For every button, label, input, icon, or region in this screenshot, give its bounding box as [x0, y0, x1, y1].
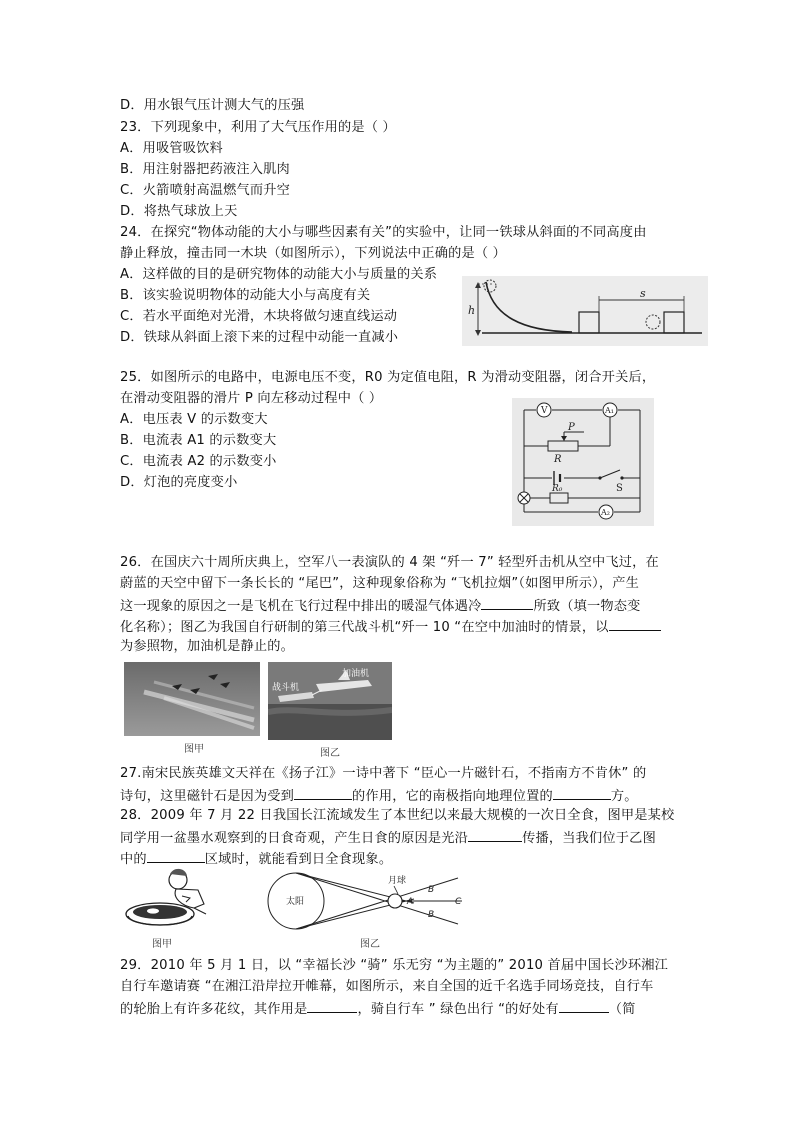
q26-line4 — [120, 616, 661, 638]
q25-voltmeter-label: V — [541, 406, 548, 416]
q28-blank-2[interactable] — [147, 848, 205, 863]
q28-line2-text-b: 传播，当我们位于乙图 — [522, 831, 656, 846]
q28-sun-label: 太阳 — [286, 897, 305, 907]
q28-line1: 28．2009 年 7 月 22 日我国长江流域发生了本世纪以来最大规模的一次日全食，图甲是某校 — [120, 808, 675, 823]
q28-line2 — [120, 827, 656, 849]
q27-line1: 27.南宋民族英雄文天祥在《扬子江》一诗中著下 “臣心一片磁针石，不指南方不肯休” 的 — [120, 766, 647, 781]
q27-line2 — [120, 785, 638, 807]
q26-photo-label-right: 加油机 — [342, 669, 370, 679]
q25-stem-line1: 25．如图所示的电路中，电源电压不变，R0 为定值电阻，R 为滑动变阻器，闭合开关后， — [120, 370, 656, 385]
q27-line2-text-b: 的作用，它的南极指向地理位置的 — [352, 789, 553, 804]
q28-region-c-label: C — [455, 897, 462, 907]
q26-line3-text-a: 这一现象的原因之一是飞机在飞行过程中排出的暖湿气体遇冷 — [120, 599, 482, 614]
q26-caption-yi: 图乙 — [320, 748, 340, 759]
q28-blank-1[interactable] — [468, 827, 522, 842]
q25-stem-line2: 在滑动变阻器的滑片 P 向左移动过程中（ ） — [120, 391, 383, 406]
q24-option-c: C．若水平面绝对光滑，木块将做匀速直线运动 — [120, 309, 398, 324]
q24-ramp-figure — [462, 276, 708, 346]
q28-caption-yi: 图乙 — [360, 939, 380, 950]
q24-stem-line2: 静止释放，撞击同一木块（如图所示），下列说法中正确的是（ ） — [120, 246, 507, 261]
q23-option-d: D．将热气球放上天 — [120, 204, 238, 219]
q25-slider-p-label: P — [568, 422, 575, 433]
q28-figure-jia — [120, 868, 212, 934]
q26-line2: 蔚蓝的天空中留下一条长长的 “尾巴”，这种现象俗称为 “飞机拉烟”（如图甲所示），产生 — [120, 576, 640, 591]
q28-region-a-label: A — [407, 897, 414, 907]
q28-line3-text-b: 区域时，就能看到日全食现象。 — [204, 852, 393, 867]
q27-line2-text-a: 诗句，这里磁针石是因为受到 — [120, 789, 295, 804]
q24-option-d: D．铁球从斜面上滚下来的过程中动能一直减小 — [120, 330, 399, 345]
q28-moon-label: 月球 — [388, 876, 407, 886]
q28-line3-text-a: 中的 — [120, 852, 147, 867]
q26-photo-label-left: 战斗机 — [272, 683, 300, 693]
q25-option-a: A．电压表 V 的示数变大 — [120, 412, 268, 427]
q26-line4-text-a: 化名称）；图乙为我国自行研制的第三代战斗机“歼一 10 “在空中加油时的情景，以 — [120, 620, 609, 635]
q29-line2: 自行车邀请赛 “在湘江沿岸拉开帷幕，如图所示，来自全国的近千名选手同场竞技，自行车 — [120, 979, 654, 994]
q24-stem-line1: 24．在探究“物体动能的大小与哪些因素有关”的实验中，让同一铁球从斜面的不同高度由 — [120, 225, 647, 240]
q25-rheostat-r-label: R — [554, 454, 562, 465]
q25-ammeter-a2-label: A₂ — [601, 508, 610, 517]
q24-option-b: B．该实验说明物体的动能大小与高度有关 — [120, 288, 371, 303]
q26-caption-jia: 图甲 — [184, 744, 204, 755]
q27-blank-1[interactable] — [294, 785, 352, 800]
q25-option-b: B．电流表 A1 的示数变大 — [120, 433, 277, 448]
q29-line3-text-b: ，骑自行车 ” 绿色出行 “的好处有 — [357, 1002, 559, 1017]
q23-option-a: A．用吸管吸饮料 — [120, 141, 223, 156]
q29-line3-text-a: 的轮胎上有许多花纹，其作用是 — [120, 1002, 308, 1017]
q26-line1: 26．在国庆六十周所庆典上，空军八一表演队的 4 架 “歼一 7” 轻型歼击机从空中飞过，在 — [120, 555, 659, 570]
q26-blank-2[interactable] — [609, 616, 661, 631]
q27-blank-2[interactable] — [553, 785, 611, 800]
q23-option-b: B．用注射器把药液注入肌肉 — [120, 162, 290, 177]
q26-line5: 为参照物，加油机是静止的。 — [120, 639, 295, 654]
q27-line2-text-c: 方。 — [610, 789, 638, 804]
q24-option-a: A．这样做的目的是研究物体的动能大小与质量的关系 — [120, 267, 438, 282]
q29-line1: 29．2010 年 5 月 1 日，以 “幸福长沙 “骑” 乐无穷 “为主题的” 2010 首届中国长沙环湘江 — [120, 958, 669, 973]
q28-region-b-lower-label: B — [428, 910, 435, 920]
q25-option-c: C．电流表 A2 的示数变小 — [120, 454, 277, 469]
q22-option-d: D．用水银气压计测大气的压强 — [120, 98, 305, 113]
q25-circuit-figure — [512, 398, 654, 526]
q25-ammeter-a1-label: A₁ — [605, 406, 614, 415]
q26-photo-yi — [268, 662, 392, 740]
q28-caption-jia: 图甲 — [152, 939, 172, 950]
q29-line3 — [120, 998, 636, 1020]
q29-blank-1[interactable] — [307, 998, 357, 1013]
q26-photo-jia — [124, 662, 260, 736]
q23-stem: 23．下列现象中，利用了大气压作用的是（ ） — [120, 120, 396, 135]
q26-line3 — [120, 595, 641, 617]
q25-option-d: D．灯泡的亮度变小 — [120, 475, 238, 490]
q25-switch-s-label: S — [616, 483, 623, 494]
q26-blank-1[interactable] — [481, 595, 533, 610]
q23-option-c: C．火箭喷射高温燃气而升空 — [120, 183, 291, 198]
q28-line3 — [120, 848, 392, 870]
q28-figure-yi-eclipse-diagram — [262, 868, 468, 934]
q28-line2-text-a: 同学用一盆墨水观察到的日食奇观，产生日食的原因是光沿 — [120, 831, 469, 846]
q24-s-label: s — [640, 287, 646, 300]
q29-line3-text-c: （简 — [608, 1002, 636, 1017]
q26-line3-text-b: 所致（填一物态变 — [533, 599, 641, 614]
q25-resistor-r0-label: R₀ — [552, 484, 563, 494]
q28-region-b-upper-label: B — [428, 885, 435, 895]
q29-blank-2[interactable] — [559, 998, 609, 1013]
q24-h-label: h — [468, 304, 476, 317]
